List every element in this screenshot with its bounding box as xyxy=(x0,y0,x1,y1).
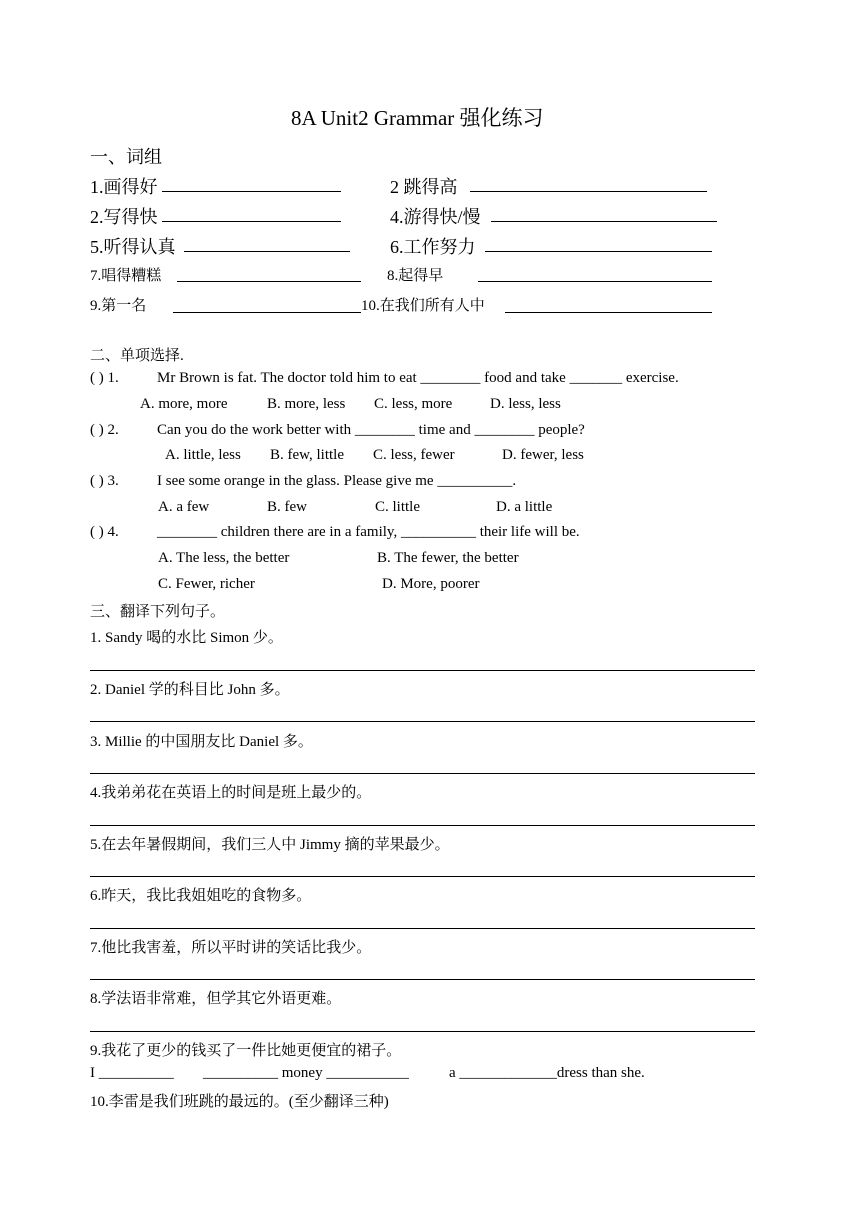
fill-line-part-2: __________ money ___________ xyxy=(203,1065,409,1081)
q3-number: ( ) 3. xyxy=(90,473,119,489)
q4-text: ________ children there are in a family, __________ their life will be. xyxy=(157,524,580,540)
phrase-10: 10.在我们所有人中 xyxy=(361,298,485,314)
q3-option-a: A. a few xyxy=(158,499,210,515)
sentence-6: 6.昨天，我比我姐姐吃的食物多。 xyxy=(90,888,312,904)
sentence-9: 9.我花了更少的钱买了一件比她更便宜的裙子。 xyxy=(90,1043,402,1059)
q3-option-b: B. few xyxy=(267,499,307,515)
phrase-7: 7.唱得糟糕 xyxy=(90,268,162,284)
sentence-1: 1. Sandy 喝的水比 Simon 少。 xyxy=(90,630,283,646)
section1-heading: 一、词组 xyxy=(90,147,162,167)
answer-line-10[interactable] xyxy=(505,312,712,313)
answer-line-4[interactable] xyxy=(491,221,717,222)
answer-line-5[interactable] xyxy=(184,251,350,252)
fill-line-part-3: a _____________dress than she. xyxy=(449,1065,645,1081)
sentence-5: 5.在去年暑假期间，我们三人中 Jimmy 摘的苹果最少。 xyxy=(90,837,450,853)
section2-heading: 二、单项选择. xyxy=(90,348,184,364)
answer-line-9[interactable] xyxy=(173,312,361,313)
q3-option-c: C. little xyxy=(375,499,420,515)
sentence-8: 8.学法语非常难，但学其它外语更难。 xyxy=(90,991,342,1007)
answer-line-s3[interactable] xyxy=(90,773,755,774)
answer-line-1[interactable] xyxy=(162,191,341,192)
q3-option-d: D. a little xyxy=(496,499,553,515)
answer-line-2[interactable] xyxy=(470,191,707,192)
q2-option-a: A. little, less xyxy=(165,447,241,463)
q2-option-c: C. less, fewer xyxy=(373,447,455,463)
q4-option-c: C. Fewer, richer xyxy=(158,576,255,592)
fill-line-part-1: I __________ xyxy=(90,1065,174,1081)
phrase-2: 2 跳得高 xyxy=(390,177,458,197)
sentence-10: 10.李雷是我们班跳的最远的。(至少翻译三种) xyxy=(90,1094,389,1110)
phrase-4: 4.游得快/慢 xyxy=(390,207,481,227)
q1-number: ( ) 1. xyxy=(90,370,119,386)
q1-option-b: B. more, less xyxy=(267,396,346,412)
answer-line-8[interactable] xyxy=(478,281,712,282)
page-title: 8A Unit2 Grammar 强化练习 xyxy=(291,106,544,130)
sentence-7: 7.他比我害羞，所以平时讲的笑话比我少。 xyxy=(90,940,372,956)
q1-option-c: C. less, more xyxy=(374,396,453,412)
q2-text: Can you do the work better with ________ time and ________ people? xyxy=(157,422,585,438)
answer-line-s4[interactable] xyxy=(90,825,755,826)
phrase-5: 5.听得认真 xyxy=(90,237,176,257)
phrase-6: 6.工作努力 xyxy=(390,237,476,257)
q2-number: ( ) 2. xyxy=(90,422,119,438)
q2-option-b: B. few, little xyxy=(270,447,345,463)
phrase-9: 9.第一名 xyxy=(90,298,147,314)
answer-line-s2[interactable] xyxy=(90,721,755,722)
q4-option-d: D. More, poorer xyxy=(382,576,480,592)
phrase-1: 1.画得好 xyxy=(90,177,158,197)
q2-option-d: D. fewer, less xyxy=(502,447,584,463)
phrase-3: 2.写得快 xyxy=(90,207,158,227)
q4-number: ( ) 4. xyxy=(90,524,119,540)
answer-line-s6[interactable] xyxy=(90,928,755,929)
answer-line-6[interactable] xyxy=(485,251,712,252)
answer-line-s8[interactable] xyxy=(90,1031,755,1032)
phrase-8: 8.起得早 xyxy=(387,268,444,284)
q3-text: I see some orange in the glass. Please give me __________. xyxy=(157,473,517,489)
q1-text: Mr Brown is fat. The doctor told him to eat ________ food and take _______ exercise. xyxy=(157,370,679,386)
q1-option-a: A. more, more xyxy=(140,396,228,412)
q4-option-a: A. The less, the better xyxy=(158,550,290,566)
section3-heading: 三、翻译下列句子。 xyxy=(90,604,226,620)
sentence-3: 3. Millie 的中国朋友比 Daniel 多。 xyxy=(90,734,313,750)
answer-line-7[interactable] xyxy=(177,281,361,282)
answer-line-s1[interactable] xyxy=(90,670,755,671)
answer-line-s7[interactable] xyxy=(90,979,755,980)
answer-line-s5[interactable] xyxy=(90,876,755,877)
answer-line-3[interactable] xyxy=(162,221,341,222)
q1-option-d: D. less, less xyxy=(490,396,561,412)
sentence-2: 2. Daniel 学的科目比 John 多。 xyxy=(90,682,290,698)
q4-option-b: B. The fewer, the better xyxy=(377,550,519,566)
sentence-4: 4.我弟弟花在英语上的时间是班上最少的。 xyxy=(90,785,372,801)
